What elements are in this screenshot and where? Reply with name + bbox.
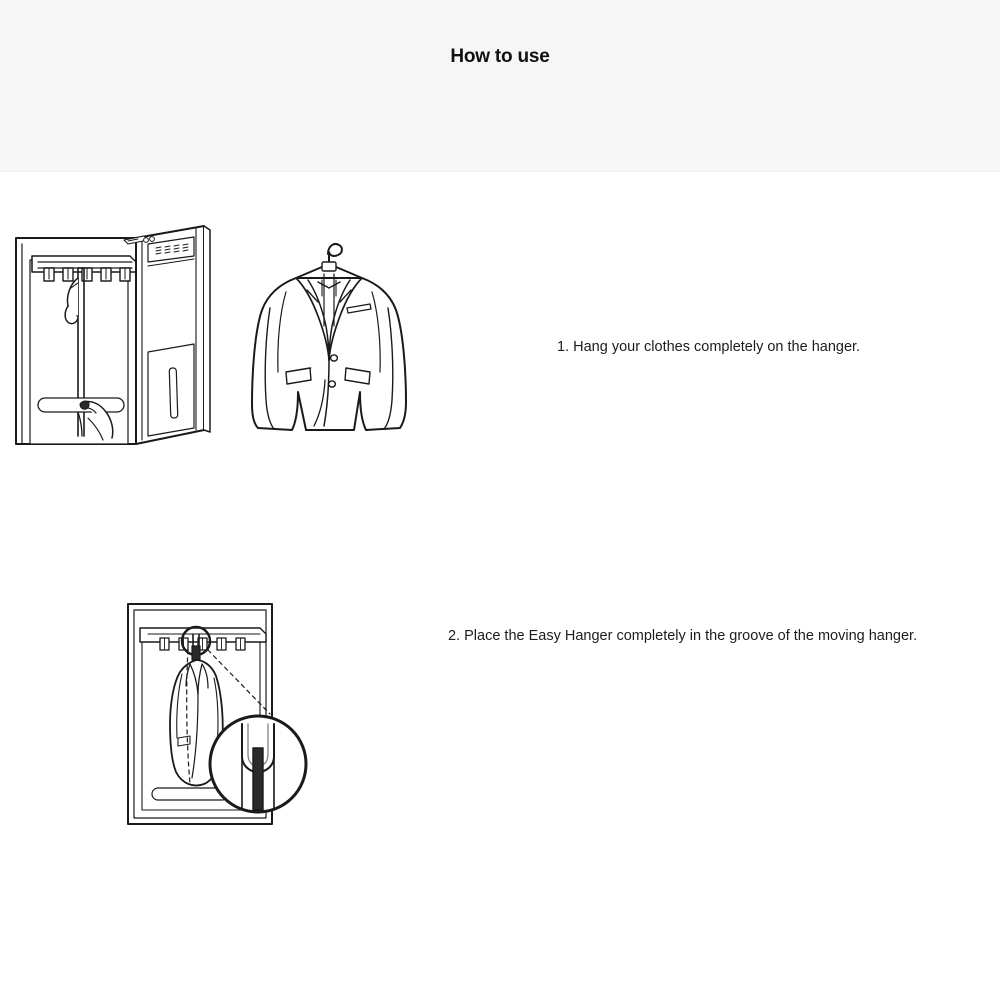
step-2: [0, 590, 1000, 840]
styler-cabinet-open-door-illustration: [16, 226, 210, 444]
page-title: How to use: [450, 46, 550, 67]
step-2-text: 2. Place the Easy Hanger completely in the groove of the moving hanger.: [448, 628, 918, 644]
step-1-text: 1. Hang your clothes completely on the hanger.: [557, 339, 861, 355]
step-2-figure: [120, 598, 320, 838]
header-band: [0, 0, 1000, 172]
groove-magnifier-detail: [210, 716, 306, 812]
suit-jacket-on-hanger-illustration: [252, 244, 406, 430]
step-1-figure: [8, 222, 428, 452]
step-1: [0, 200, 1000, 460]
styler-cabinet-groove-detail-illustration: [120, 598, 320, 838]
styler-cabinet-with-easy-hanger-illustration: [8, 222, 428, 452]
